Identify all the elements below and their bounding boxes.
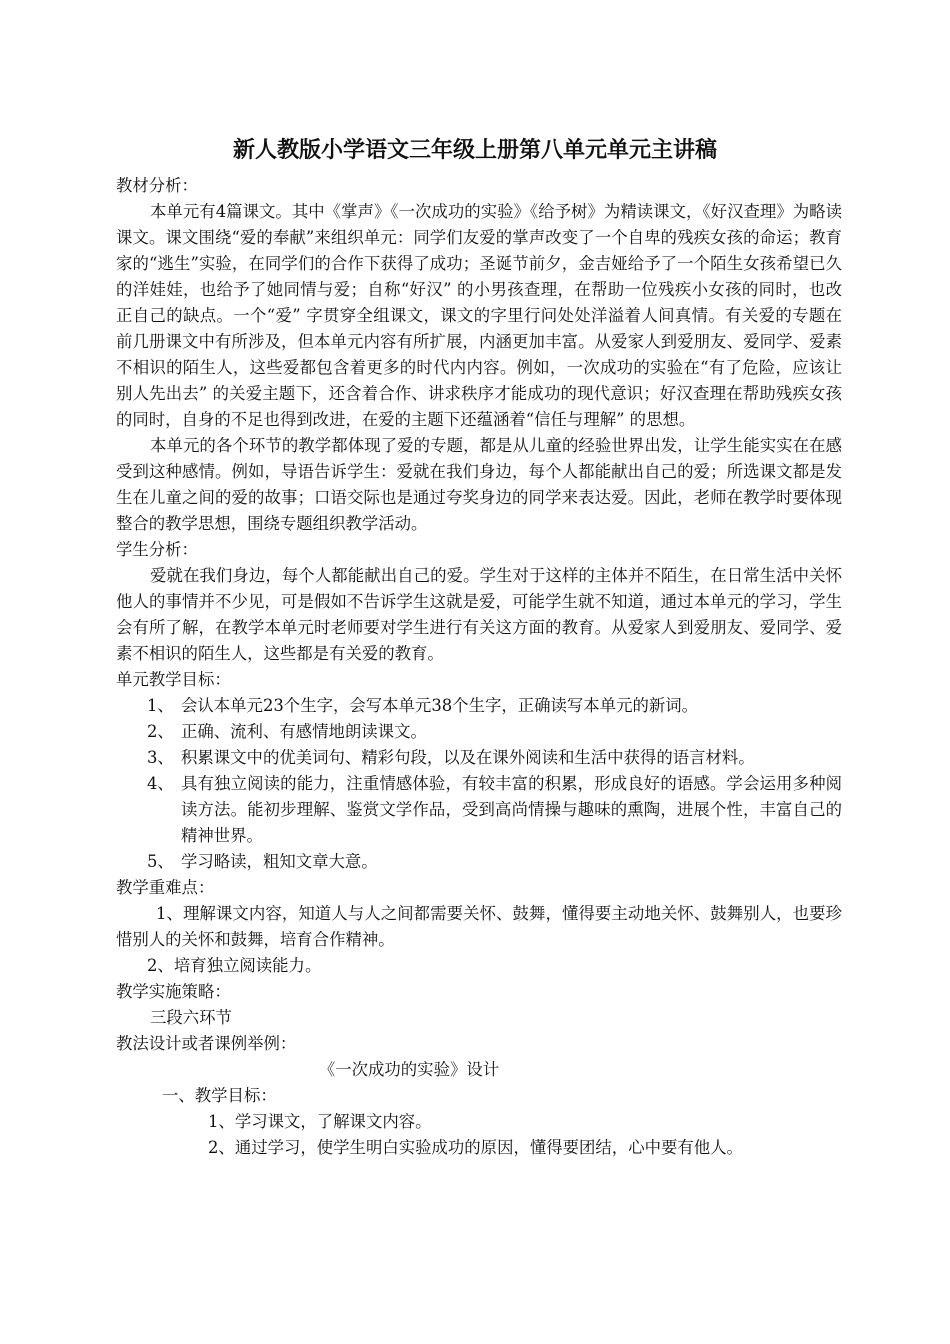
goal-number: 2、 <box>147 722 174 741</box>
goal-text: 积累课文中的优美词句、精彩句段，以及在课外阅读和生活中获得的语言材料。 <box>181 748 755 767</box>
example-goal-1: 1、学习课文，了解课文内容。 <box>208 1112 432 1131</box>
example-title: 《一次成功的实验》设计 <box>318 1060 500 1079</box>
student-heading: 学生分析： <box>116 540 198 559</box>
goal-number: 4、 <box>147 774 174 793</box>
goal-text: 学习略读，粗知文章大意。 <box>181 852 378 871</box>
example-heading: 教法设计或者课例举例： <box>116 1034 297 1053</box>
goal-text: 正确、流利、有感情地朗读课文。 <box>181 722 427 741</box>
goal-item <box>116 849 842 875</box>
material-paragraph-2: 本单元的各个环节的教学都体现了爱的专题，都是从儿童的经验世界出发，让学生能实实在在感受到这种感情。例如，导语告诉学生：爱就在我们身边，每个人都能献出自己的爱；所选课文都是发生在儿童之间的爱的故事；口语交际也是通过夸奖身边的同学来表达爱。因此，老师在教学时要体现整合的教学思想，围绕专题组织教学活动。 <box>116 436 842 533</box>
strategy-heading: 教学实施策略： <box>116 982 231 1001</box>
strategy-text: 三段六环节 <box>150 1008 232 1027</box>
material-paragraph-1: 本单元有4篇课文。其中《掌声》《一次成功的实验》《给予树》为精读课文，《好汉查理》为略读课文。课文围绕“爱的奉献”来组织单元：同学们友爱的掌声改变了一个自卑的残疾女孩的命运；教育家的“逃生”实验，在同学们的合作下获得了成功；圣诞节前夕，金吉娅给予了一个陌生女孩希望已久的洋娃娃，也给予了她同情与爱；自称“好汉” 的小男孩查理，在帮助一位残疾小女孩的同时，也改正自己的缺点。一个“爱” 字贯穿全组课文，课文的字里行问处处洋溢着人间真情。有关爱的专题在前几册课文中有所涉及，但本单元内容有所扩展，内涵更加丰富。从爱家人到爱朋友、爱同学、爱素不相识的陌生人，这些爱都包含着更多的时代内内容。例如，一次成功的实验在“有了危险，应该让别人先出去” 的关爱主题下，还含着合作、讲求秩序才能成功的现代意识；好汉查理在帮助残疾女孩的同时，自身的不足也得到改进，在爱的主题下还蕴涵着“信任与理解” 的思想。 <box>116 202 842 429</box>
goal-number: 1、 <box>147 696 174 715</box>
document-title: 新人教版小学语文三年级上册第八单元单元主讲稿 <box>232 138 717 163</box>
goal-item <box>116 745 842 771</box>
keypoint-1: 1、理解课文内容，知道人与人之间都需要关怀、鼓舞，懂得要主动地关怀、鼓舞别人，也要珍惜别人的关怀和鼓舞，培育合作精神。 <box>116 904 842 949</box>
document-body <box>116 173 842 1161</box>
student-paragraph: 爱就在我们身边，每个人都能献出自己的爱。学生对于这样的主体并不陌生，在日常生活中关怀他人的事情并不少见，可是假如不告诉学生这就是爱，可能学生就不知道，通过本单元的学习，学生会有所了解，在教学本单元时老师要对学生进行有关这方面的教育。从爱家人到爱朋友、爱同学、爱素不相识的陌生人，这些都是有关爱的教育。 <box>116 566 842 663</box>
goal-text: 具有独立阅读的能力，注重情感体验，有较丰富的积累，形成良好的语感。学会运用多种阅读方法。能初步理解、鉴赏文学作品，受到高尚情操与趣味的熏陶，进展个性，丰富自己的精神世界。 <box>181 774 842 845</box>
goal-text: 会认本单元23个生字，会写本单元38个生字，正确读写本单元的新词。 <box>181 696 699 715</box>
keypoints-heading: 教学重难点： <box>116 878 215 897</box>
goal-item <box>116 693 842 719</box>
goal-item <box>116 771 842 849</box>
goals-heading: 单元教学目标： <box>116 670 231 689</box>
goals-list <box>116 693 842 875</box>
keypoint-2: 2、培育独立阅读能力。 <box>147 956 322 975</box>
goal-item <box>116 719 842 745</box>
example-goal-2: 2、通过学习，使学生明白实验成功的原因，懂得要团结，心中要有他人。 <box>208 1138 743 1157</box>
example-goal-heading: 一、教学目标： <box>162 1086 277 1105</box>
goal-number: 3、 <box>147 748 174 767</box>
material-heading: 教材分析： <box>116 176 198 195</box>
goal-number: 5、 <box>147 852 174 871</box>
